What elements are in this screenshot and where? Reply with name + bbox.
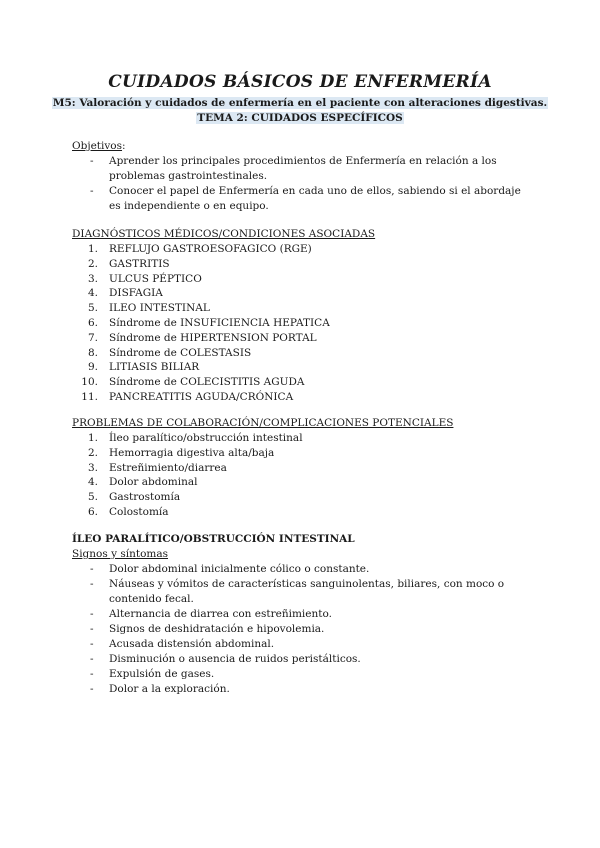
list-item: 5. ILEO INTESTINAL	[87, 302, 210, 315]
collaboration-list	[72, 431, 532, 520]
diagnoses-heading: DIAGNÓSTICOS MÉDICOS/CONDICIONES ASOCIADAS	[72, 228, 376, 240]
list-item: - Disminución o ausencia de ruidos peristálticos.	[72, 652, 532, 667]
list-item: - Signos de deshidratación e hipovolemia.	[72, 622, 532, 637]
diagnoses-list	[72, 242, 532, 405]
objectives-heading: Objetivos	[72, 140, 123, 152]
list-item: 1. Íleo paralítico/obstrucción intestinal	[87, 432, 303, 444]
objectives-list	[72, 154, 532, 214]
objective-item: - Aprender los principales procedimientos de Enfermería en relación a los problemas gastrointestinales.	[72, 154, 532, 184]
objective-item: - Conocer el papel de Enfermería en cada uno de ellos, sabiendo si el abordaje es independiente o en equipo.	[72, 184, 532, 214]
list-item: - Dolor abdominal inicialmente cólico o constante.	[72, 562, 532, 577]
topic-subtitle: TEMA 2: CUIDADOS ESPECÍFICOS	[197, 112, 403, 124]
list-item: 4. DISFAGIA	[87, 287, 163, 300]
subtitle-block	[0, 96, 600, 126]
list-item: 2. Hemorragia digestiva alta/baja	[87, 446, 275, 459]
symptoms-list	[72, 562, 532, 697]
list-item: 11. PANCREATITIS AGUDA/CRÓNICA	[81, 390, 294, 403]
list-item: 8. Síndrome de COLESTASIS	[87, 346, 252, 359]
module-subtitle: M5: Valoración y cuidados de enfermería en el paciente con alteraciones digestivas.	[52, 97, 548, 109]
list-item: 3. Estreñimiento/diarrea	[87, 461, 227, 474]
list-item: - Náuseas y vómitos de características sanguinolentas, biliares, con moco o contenido fecal.	[72, 577, 532, 607]
list-item: 4. Dolor abdominal	[87, 476, 198, 489]
document-title: CUIDADOS BÁSICOS DE ENFERMERÍA	[108, 72, 492, 92]
list-item: 2. GASTRITIS	[87, 257, 170, 270]
list-item: - Acusada distensión abdominal.	[72, 637, 532, 652]
collaboration-section	[72, 416, 532, 520]
list-item: 3. ULCUS PÉPTICO	[87, 272, 202, 285]
collaboration-heading: PROBLEMAS DE COLABORACIÓN/COMPLICACIONES POTENCIALES	[72, 417, 454, 429]
ileus-section	[72, 532, 532, 697]
list-item: 6. Síndrome de INSUFICIENCIA HEPATICA	[87, 316, 330, 329]
objectives-section	[72, 139, 532, 214]
list-item: 10. Síndrome de COLECISTITIS AGUDA	[81, 376, 305, 389]
list-item: 9. LITIASIS BILIAR	[87, 361, 200, 374]
list-item: - Expulsión de gases.	[72, 667, 532, 682]
list-item: 5. Gastrostomía	[87, 491, 181, 504]
list-item: 1. REFLUJO GASTROESOFAGICO (RGE)	[87, 243, 312, 255]
ileus-heading: ÍLEO PARALÍTICO/OBSTRUCCIÓN INTESTINAL	[72, 533, 355, 545]
list-item: - Dolor a la exploración.	[72, 682, 532, 697]
objectives-heading-colon: :	[122, 140, 126, 152]
list-item: 6. Colostomía	[87, 505, 169, 518]
ileus-subheading: Signos y síntomas	[72, 548, 169, 560]
list-item: 7. Síndrome de HIPERTENSION PORTAL	[87, 331, 317, 344]
diagnoses-section	[72, 227, 532, 405]
list-item: - Alternancia de diarrea con estreñimiento.	[72, 607, 532, 622]
